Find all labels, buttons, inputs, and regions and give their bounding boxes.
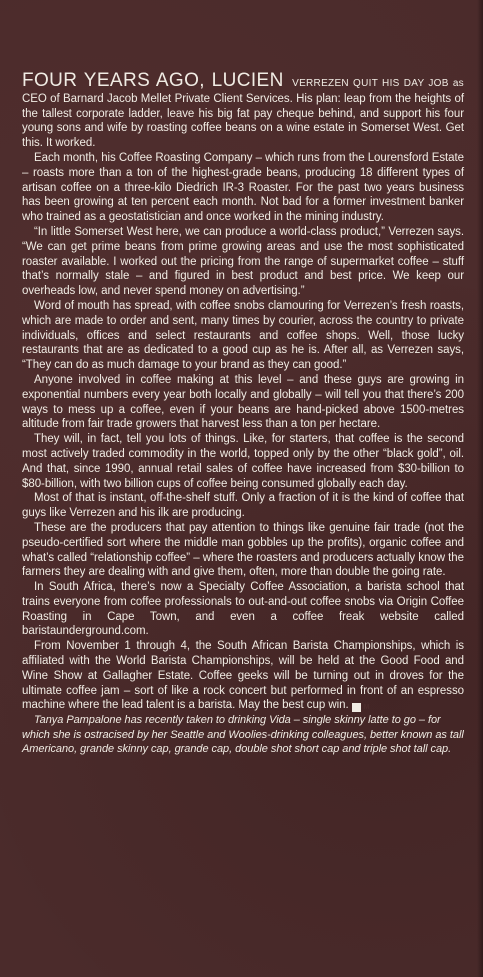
end-of-article-mark: M (352, 703, 361, 712)
body-paragraph: Word of mouth has spread, with coffee snobs clamouring for Verrezen’s fresh roasts, which are made to order and sent, many times by courier, across the country to private individuals, offices and select restaurants and coffee shops. Well, those lucky restaurants that are as dedicated to a good cup as he is. After all, as Verrezen says, “They can do as much damage to your brand as they can good.” (22, 299, 464, 372)
author-byline: Tanya Pampalone has recently taken to drinking Vida – single skinny latte to go – for which she is ostracised by her Seattle and Woolies-drinking colleagues, better known as tall Americano, grande skinny cap, grande cap, double shot short cap and triple shot tall cap. (22, 714, 464, 756)
lead-headline: FOUR YEARS AGO, LUCIEN (22, 70, 284, 91)
article-body (22, 72, 464, 757)
body-paragraph: Most of that is instant, off-the-shelf stuff. Only a fraction of it is the kind of coffee that guys like Verrezen and his ilk are producing. (22, 492, 464, 520)
body-paragraph: These are the producers that pay attention to things like genuine fair trade (not the pseudo-certified sort where the middle man gobbles up the profits), organic coffee and what’s called “relationship coffee” – where the roasters and producers actually know the farmers they are dealing with and give them, often, more than double the going rate. (22, 521, 464, 579)
lead-paragraph (22, 72, 464, 151)
final-paragraph (22, 639, 464, 713)
body-paragraph: They will, in fact, tell you lots of things. Like, for starters, that coffee is the second most actively traded commodity in the world, topped only by the other “black gold”, oil. And that, since 1990, annual retail sales of coffee have increased from $30-billion to $80-billion, with two billion cups of coffee being consumed globally each day. (22, 433, 464, 490)
body-paragraph: Each month, his Coffee Roasting Company – which runs from the Lourensford Estate – roasts more than a ton of the highest-grade beans, producing 18 different types of artisan coffee on a three-kilo Diedrich IR-3 Roaster. For the past two years business has been growing at ten percent each month. Not bad for a former investment banker who trained as a geostatistician and once worked in the mining industry. (22, 151, 464, 224)
lead-smallcaps: VERREZEN QUIT HIS DAY JOB as (292, 78, 464, 89)
body-paragraph: “In little Somerset West here, we can produce a world-class product,” Verrezen says. “We can get prime beans from prime growing areas and use the most sophisticated roaster available. I worked out the pricing from the range of supermarket coffee – stuff that’s normally stale – and figured in best product and best price. We keep our overheads low, and never spend money on advertising.” (22, 225, 464, 298)
body-paragraph: In South Africa, there’s now a Specialty Coffee Association, a barista school that trains everyone from coffee professionals to out-and-out coffee snobs via Origin Coffee Roasting in Cape Town, and even a coffee freak website called baristaunderground.com. (22, 581, 464, 638)
lead-text: CEO of Barnard Jacob Mellet Private Client Services. His plan: leap from the heights of the tallest corporate ladder, leave his big fat pay cheque behind, and support his four young sons and wife by roasting coffee beans on a wine estate in Somerset West. Get this. It worked. (22, 92, 464, 150)
page-edge-shadow (477, 0, 483, 977)
final-paragraph-text: From November 1 through 4, the South African Barista Championships, which is affiliated with the World Barista Championships, will be held at the Good Food and Wine Show at Gallagher Estate. Coffee geeks will be turning out in droves for the ultimate coffee jam – sort of like a rock concert but performed in front of an espresso machine where the lead talent is a barista. May the best cup win. (22, 640, 464, 712)
body-paragraph: Anyone involved in coffee making at this level – and these guys are growing in exponential numbers every year both locally and globally – will tell you that there’s 200 ways to mess up a coffee, even if your beans are hand-picked above 1500-metres altitude from fair trade growers that harvest less than a ton per hectare. (22, 373, 464, 431)
